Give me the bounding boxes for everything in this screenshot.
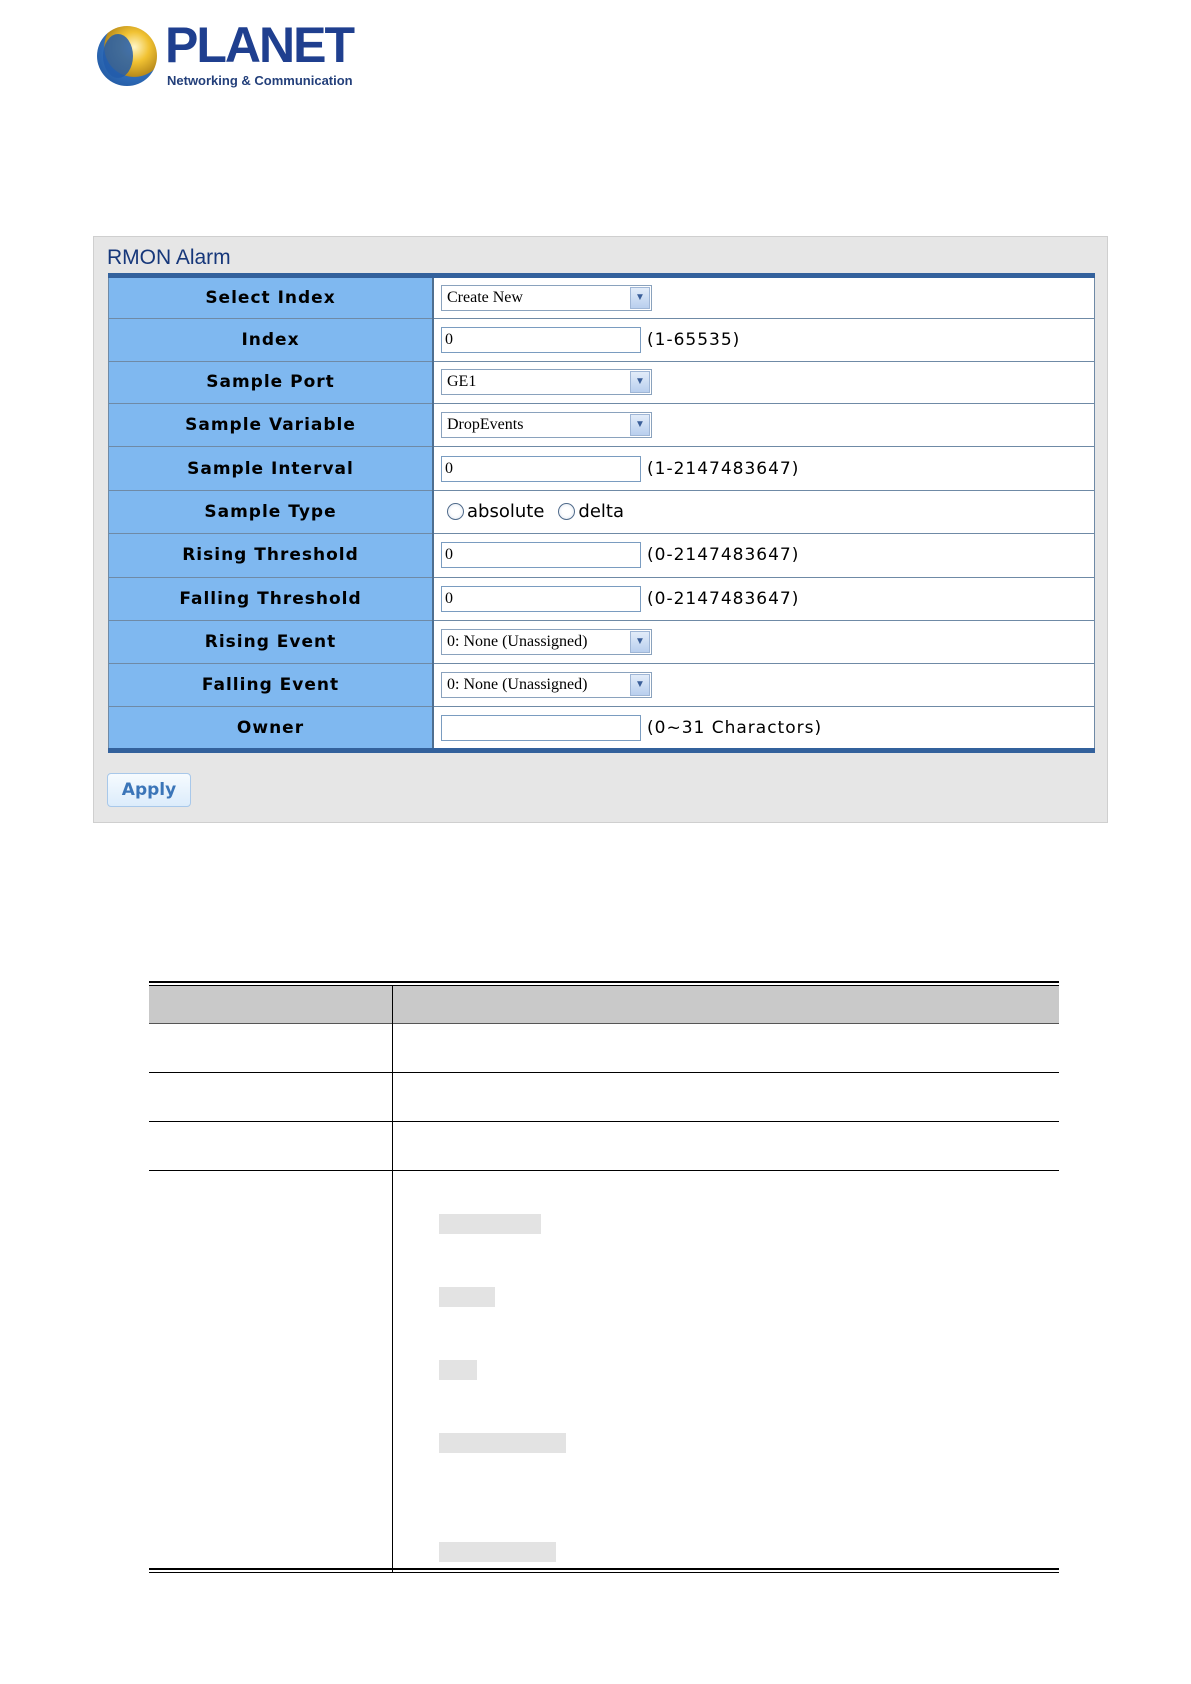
falling-event-dropdown[interactable]: 0: None (Unassigned) ▼ (441, 672, 652, 698)
row-sample-variable (109, 404, 1095, 447)
table-cell-placeholder (439, 1360, 477, 1380)
label-sample-port: Sample Port (109, 361, 434, 404)
table-cell-placeholder (439, 1542, 556, 1562)
row-rising-threshold (109, 533, 1095, 577)
chevron-down-icon[interactable]: ▼ (630, 674, 650, 696)
rising-threshold-range-hint: (0-2147483647) (647, 545, 800, 566)
rising-threshold-input[interactable]: 0 (441, 542, 641, 568)
owner-length-hint: (0~31 Charactors) (647, 717, 823, 738)
table-header (149, 986, 1059, 1023)
table-column-divider (392, 986, 393, 1572)
table-bottom-rule-thin (149, 1572, 1059, 1573)
sample-interval-input[interactable]: 0 (441, 456, 641, 482)
chevron-down-icon[interactable]: ▼ (630, 287, 650, 309)
radio-delta[interactable] (558, 503, 575, 520)
label-sample-interval: Sample Interval (109, 447, 434, 491)
label-index: Index (109, 318, 434, 361)
label-rising-event: Rising Event (109, 621, 434, 664)
row-sample-type (109, 491, 1095, 534)
table-cell-placeholder (439, 1433, 566, 1453)
rmon-alarm-panel (93, 236, 1108, 823)
label-sample-variable: Sample Variable (109, 404, 434, 447)
rmon-alarm-form (108, 273, 1095, 753)
row-sample-interval (109, 447, 1095, 491)
table-row-divider (149, 1072, 1059, 1073)
falling-threshold-input[interactable]: 0 (441, 586, 641, 612)
label-rising-threshold: Rising Threshold (109, 533, 434, 577)
index-input[interactable]: 0 (441, 327, 641, 353)
label-owner: Owner (109, 707, 434, 751)
select-index-dropdown[interactable]: Create New ▼ (441, 285, 652, 311)
owner-input[interactable] (441, 715, 641, 741)
table-top-rule (149, 981, 1059, 983)
table-cell-placeholder (439, 1214, 541, 1234)
table-header-divider (149, 1023, 1059, 1024)
label-falling-threshold: Falling Threshold (109, 577, 434, 621)
rising-event-dropdown[interactable]: 0: None (Unassigned) ▼ (441, 629, 652, 655)
row-index (109, 318, 1095, 361)
table-cell-placeholder (439, 1287, 495, 1307)
falling-threshold-range-hint: (0-2147483647) (647, 589, 800, 610)
label-select-index: Select Index (109, 276, 434, 319)
sample-interval-range-hint: (1-2147483647) (647, 458, 800, 479)
row-falling-threshold (109, 577, 1095, 621)
label-sample-type: Sample Type (109, 491, 434, 534)
label-falling-event: Falling Event (109, 664, 434, 707)
description-table (149, 981, 1059, 1572)
globe-icon (97, 26, 157, 86)
radio-absolute[interactable] (447, 503, 464, 520)
chevron-down-icon[interactable]: ▼ (630, 371, 650, 393)
table-row-divider (149, 1170, 1059, 1171)
panel-title: RMON Alarm (107, 246, 231, 269)
table-bottom-rule (149, 1568, 1059, 1570)
index-range-hint: (1-65535) (647, 329, 741, 350)
planet-logo (97, 17, 353, 94)
chevron-down-icon[interactable]: ▼ (630, 631, 650, 653)
sample-variable-dropdown[interactable]: DropEvents ▼ (441, 412, 652, 438)
apply-button[interactable]: Apply (107, 773, 191, 807)
table-row-divider (149, 1121, 1059, 1122)
row-select-index (109, 276, 1095, 319)
row-falling-event (109, 664, 1095, 707)
radio-absolute-label[interactable]: absolute (467, 501, 545, 523)
logo-brand: PLANET (165, 17, 353, 73)
row-owner (109, 707, 1095, 751)
sample-port-dropdown[interactable]: GE1 ▼ (441, 369, 652, 395)
logo-tagline: Networking & Communication (167, 73, 353, 88)
row-rising-event (109, 621, 1095, 664)
radio-delta-label[interactable]: delta (578, 501, 624, 523)
row-sample-port (109, 361, 1095, 404)
chevron-down-icon[interactable]: ▼ (630, 414, 650, 436)
